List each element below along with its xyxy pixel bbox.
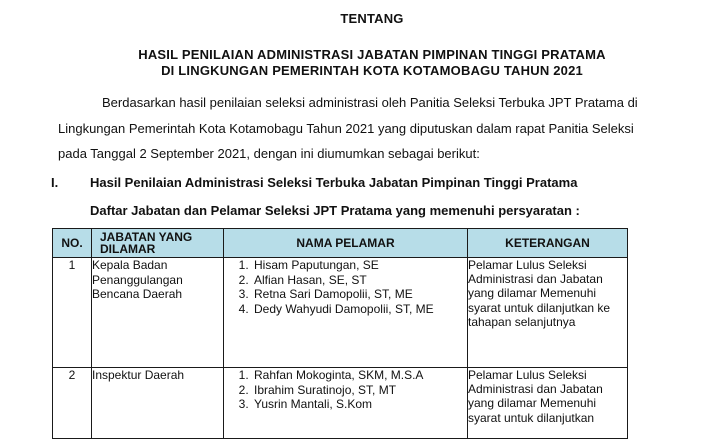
applicant-list xyxy=(224,258,467,316)
intro-text: Berdasarkan hasil penilaian seleksi administrasi oleh Panitia Seleksi Terbuka JPT Pratama di Lingkungan Pemerintah Kota Kotamobagu Tahun 2021 yang diputuskan dalam rapat Panitia Seleksi pada Tanggal 2 September 2021, dengan ini diumumkan sebagai berikut: xyxy=(58,95,638,161)
applicant-name: 2. Ibrahim Suratinojo, ST, MT xyxy=(252,383,467,398)
row-number: 1 xyxy=(53,258,92,368)
table-header-row xyxy=(53,229,628,258)
doc-heading-tentang: TENTANG xyxy=(340,11,404,26)
applicant-table xyxy=(52,228,628,439)
position-name: Inspektur Daerah xyxy=(92,368,224,439)
applicant-list xyxy=(224,368,467,412)
column-header-jabatan: JABATAN YANG DILAMAR xyxy=(92,229,224,258)
section-number: I. xyxy=(51,175,59,190)
applicant-list-cell xyxy=(224,258,468,368)
applicant-name: 3. Yusrin Mantali, S.Kom xyxy=(252,397,467,412)
position-name: Kepala Badan Penanggulangan Bencana Daerah xyxy=(92,258,224,368)
table-row xyxy=(53,258,628,368)
doc-title-line-2: DI LINGKUNGAN PEMERINTAH KOTA KOTAMOBAGU TAHUN 2021 xyxy=(161,63,583,78)
doc-title-line-1: HASIL PENILAIAN ADMINISTRASI JABATAN PIMPINAN TINGGI PRATAMA xyxy=(138,47,606,62)
section-subtitle: Daftar Jabatan dan Pelamar Seleksi JPT Pratama yang memenuhi persyaratan : xyxy=(90,203,580,218)
column-header-no: NO. xyxy=(53,229,92,258)
applicant-name: 3. Retna Sari Damopolii, ST, ME xyxy=(252,287,467,302)
applicant-name: 4. Dedy Wahyudi Damopolii, ST, ME xyxy=(252,302,467,317)
remarks: Pelamar Lulus Seleksi Administrasi dan Jabatan yang dilamar Memenuhi syarat untuk dilanjutkan ke tahapan selanjutnya xyxy=(468,258,628,368)
remarks: Pelamar Lulus Seleksi Administrasi dan Jabatan yang dilamar Memenuhi syarat untuk dilanjutkan xyxy=(468,368,628,439)
intro-paragraph xyxy=(58,90,638,167)
column-header-keterangan: KETERANGAN xyxy=(468,229,628,258)
section-title: Hasil Penilaian Administrasi Seleksi Terbuka Jabatan Pimpinan Tinggi Pratama xyxy=(90,175,578,190)
column-header-nama: NAMA PELAMAR xyxy=(224,229,468,258)
row-number: 2 xyxy=(53,368,92,439)
applicant-name: 2. Alfian Hasan, SE, ST xyxy=(252,273,467,288)
applicant-name: 1. Rahfan Mokoginta, SKM, M.S.A xyxy=(252,368,467,383)
applicant-name: 1. Hisam Paputungan, SE xyxy=(252,258,467,273)
applicant-list-cell xyxy=(224,368,468,439)
table-row xyxy=(53,368,628,439)
